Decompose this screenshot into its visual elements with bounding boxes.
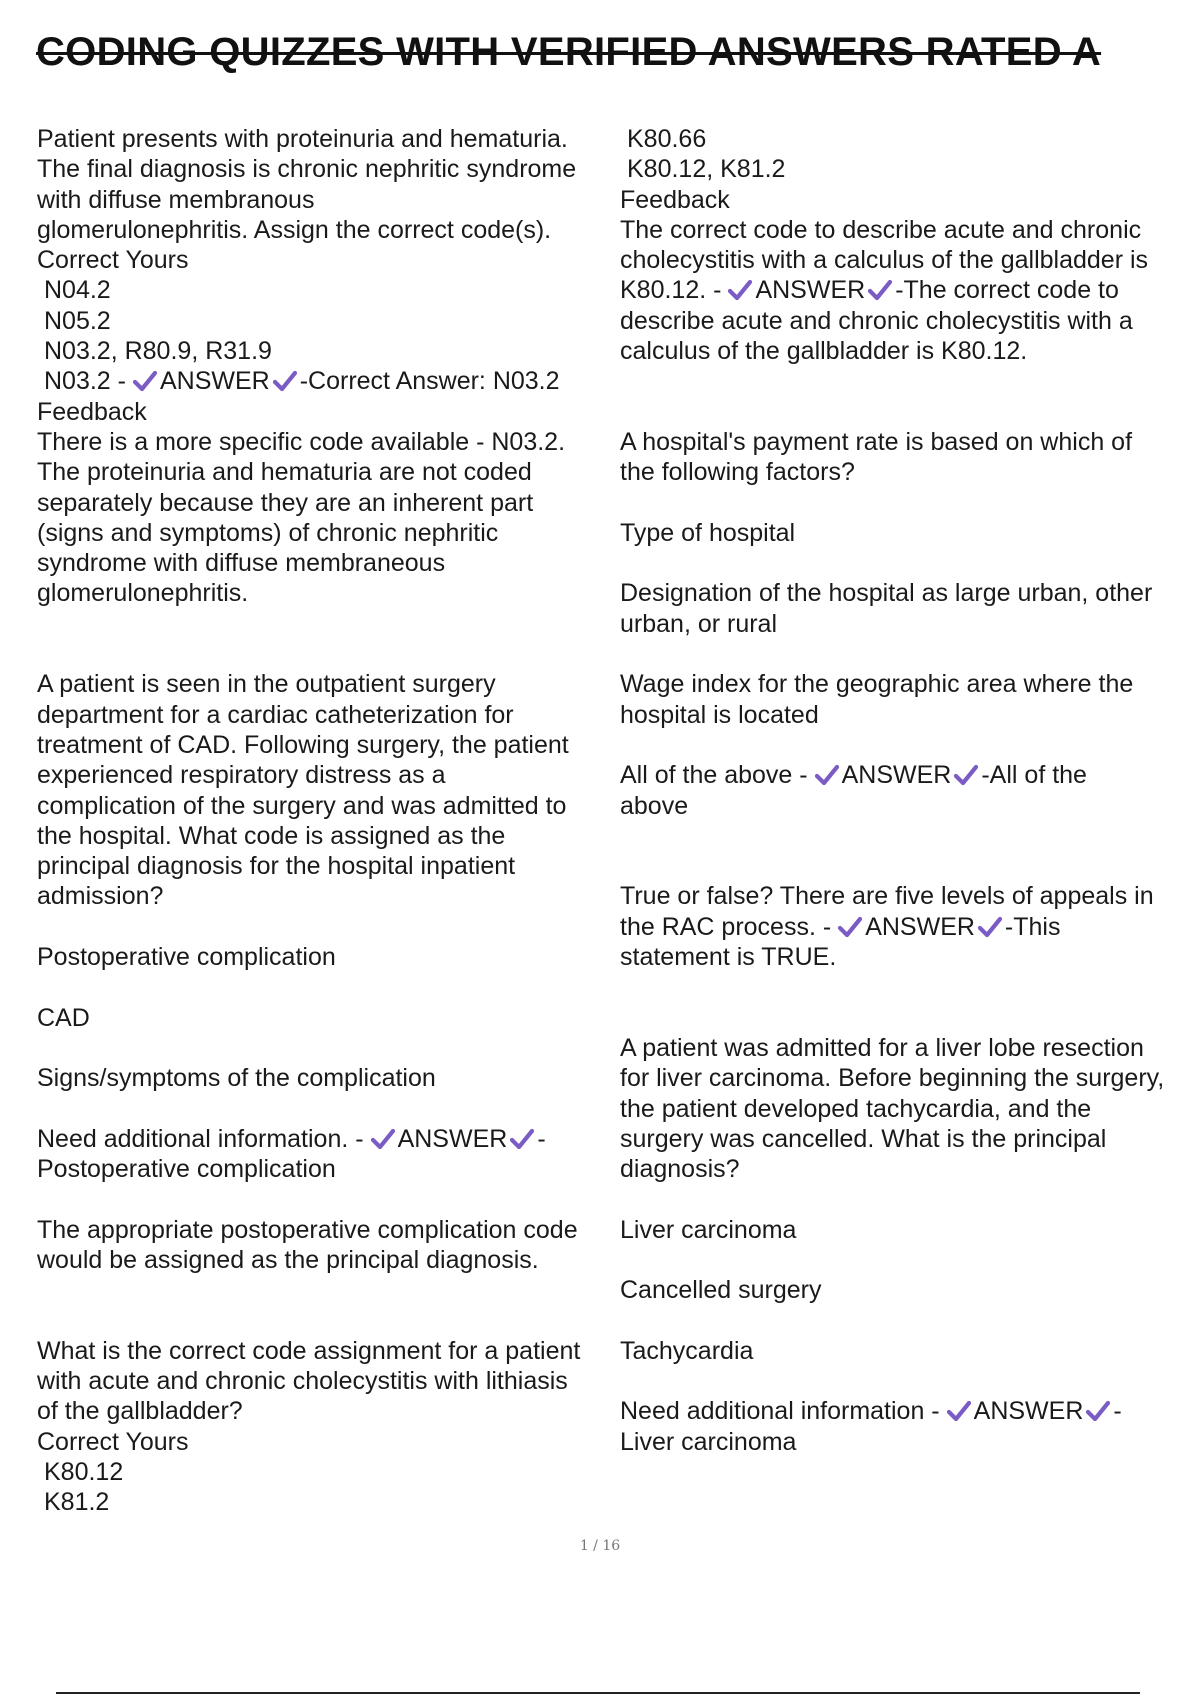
answer-label: ANSWER (397, 1124, 508, 1153)
answer-prefix: Need additional information - (620, 1397, 940, 1426)
check-icon (837, 915, 863, 939)
question-stem-line: the following factors? (620, 458, 855, 487)
spacer (620, 821, 1195, 882)
document-title: CODING QUIZZES WITH VERIFIED ANSWERS RATED A (36, 30, 1102, 74)
answer-option: N05.2 (44, 306, 111, 335)
spacer (37, 912, 637, 942)
answer-option: Postoperative complication (37, 943, 336, 972)
question-stem-line: the hospital. What code is assigned as the (37, 821, 506, 850)
spacer (620, 730, 1195, 760)
question-stem-line: department for a cardiac catheterization for (37, 700, 514, 729)
answer-option: hospital is located (620, 700, 819, 729)
check-icon (509, 1127, 535, 1151)
question-2 (37, 669, 637, 1275)
check-icon (977, 915, 1003, 939)
question-stem-line: admission? (37, 882, 164, 911)
answer-continuation: Liver carcinoma (620, 1427, 797, 1456)
spacer (620, 366, 1195, 427)
check-icon (727, 278, 753, 302)
answer-continuation: statement is TRUE. (620, 943, 837, 972)
question-stem-line: glomerulonephritis. Assign the correct code(s). (37, 215, 552, 244)
question-stem-line: True or false? There are five levels of appeals in (620, 882, 1154, 911)
answer-option: CAD (37, 1003, 90, 1032)
question-stem-line: A patient is seen in the outpatient surgery (37, 670, 496, 699)
page-number: 1 / 16 (579, 1538, 621, 1554)
spacer (37, 609, 637, 670)
question-1 (37, 124, 637, 609)
answer-suffix: - (537, 1124, 546, 1153)
answer-label: ANSWER (973, 1397, 1084, 1426)
check-icon (867, 278, 893, 302)
answer-line (620, 1396, 1195, 1426)
question-stem-line: Patient presents with proteinuria and hematuria. (37, 125, 568, 153)
answer-option: K80.12, K81.2 (627, 155, 786, 184)
question-stem-line: treatment of CAD. Following surgery, the patient (37, 730, 569, 759)
question-stem-line: complication of the surgery and was admitted to (37, 791, 567, 820)
answer-label: ANSWER (159, 367, 270, 396)
question-stem-line: the patient developed tachycardia, and the (620, 1094, 1092, 1123)
feedback-line: cholecystitis with a calculus of the gallbladder is (620, 246, 1149, 275)
question-stem-line: A patient was admitted for a liver lobe resection (620, 1033, 1144, 1062)
answer-option: Type of hospital (620, 518, 796, 547)
answer-line (620, 275, 1195, 305)
spacer (37, 1184, 637, 1214)
answer-option: Cancelled surgery (620, 1276, 822, 1305)
answer-suffix: -This (1004, 912, 1061, 941)
options-header: Correct Yours (37, 1427, 189, 1456)
feedback-label: Feedback (620, 185, 730, 214)
spacer (620, 1184, 1195, 1214)
question-stem-line: A hospital's payment rate is based on which of (620, 427, 1133, 456)
answer-prefix: the RAC process. - (620, 912, 832, 941)
answer-option: K80.12 (44, 1458, 124, 1487)
answer-line (620, 912, 1195, 942)
spacer (620, 488, 1195, 518)
answer-option: Signs/symptoms of the complication (37, 1064, 436, 1093)
feedback-line: glomerulonephritis. (37, 579, 249, 608)
check-icon (953, 763, 979, 787)
spacer (620, 548, 1195, 578)
answer-label: ANSWER (865, 912, 975, 941)
feedback-line: There is a more specific code available - N03.2. (37, 427, 566, 456)
spacer (620, 1306, 1195, 1336)
explanation-line: would be assigned as the principal diagnosis. (37, 1245, 539, 1274)
answer-option: N04.2 (44, 276, 111, 305)
feedback-line: The correct code to describe acute and chronic (620, 215, 1142, 244)
question-stem-line: surgery was cancelled. What is the principal (620, 1124, 1107, 1153)
feedback-line: separately because they are an inherent part (37, 488, 534, 517)
question-stem-line: for liver carcinoma. Before beginning the surgery, (620, 1064, 1165, 1093)
answer-prefix: N03.2 - (44, 367, 126, 396)
answer-option: Liver carcinoma (620, 1215, 797, 1244)
answer-suffix: -The correct code to (895, 276, 1119, 305)
spacer (620, 1366, 1195, 1396)
question-stem-line: with acute and chronic cholecystitis with lithiasis (37, 1367, 568, 1396)
spacer (37, 972, 637, 1002)
answer-option: Tachycardia (620, 1336, 754, 1365)
answer-option: K80.66 (627, 125, 707, 153)
question-5 (620, 881, 1195, 972)
spacer (37, 1275, 637, 1336)
feedback-label: Feedback (37, 397, 147, 426)
question-3-continued (620, 124, 1195, 366)
question-6 (620, 1033, 1195, 1457)
check-icon (1085, 1399, 1111, 1423)
left-column (37, 124, 637, 1518)
answer-option: K81.2 (44, 1488, 110, 1517)
check-icon (370, 1127, 396, 1151)
answer-continuation: above (620, 791, 689, 820)
question-stem-line: experienced respiratory distress as a (37, 761, 446, 790)
question-stem-line: diagnosis? (620, 1155, 740, 1184)
answer-option: N03.2, R80.9, R31.9 (44, 337, 272, 366)
question-stem-line: principal diagnosis for the hospital inpatient (37, 852, 516, 881)
explanation-line: The appropriate postoperative complication code (37, 1215, 578, 1244)
answer-continuation: Postoperative complication (37, 1155, 336, 1184)
answer-line (37, 366, 637, 396)
check-icon (946, 1399, 972, 1423)
answer-continuation: calculus of the gallbladder is K80.12. (620, 337, 1028, 366)
answer-line (37, 1124, 637, 1154)
question-3 (37, 1336, 637, 1518)
answer-suffix: - (1113, 1397, 1122, 1426)
check-icon (132, 369, 158, 393)
question-4 (620, 427, 1195, 821)
check-icon (272, 369, 298, 393)
options-header: Correct Yours (37, 246, 189, 275)
question-stem-line: What is the correct code assignment for a patient (37, 1336, 581, 1365)
answer-prefix: K80.12. - (620, 276, 722, 305)
answer-line (620, 760, 1195, 790)
question-stem-line: of the gallbladder? (37, 1397, 243, 1426)
answer-suffix: -All of the (981, 761, 1087, 790)
footer-rule (56, 1692, 1140, 1694)
spacer (620, 972, 1195, 1033)
feedback-line: syndrome with diffuse membraneous (37, 549, 446, 578)
answer-suffix: -Correct Answer: N03.2 (299, 367, 560, 396)
answer-option: urban, or rural (620, 609, 778, 638)
spacer (37, 1094, 637, 1124)
check-icon (814, 763, 840, 787)
answer-label: ANSWER (755, 276, 866, 305)
question-stem-line: with diffuse membranous (37, 185, 315, 214)
answer-option: Designation of the hospital as large urban, other (620, 579, 1153, 608)
answer-label: ANSWER (841, 761, 952, 790)
answer-continuation: describe acute and chronic cholecystitis with a (620, 306, 1133, 335)
spacer (37, 1033, 637, 1063)
answer-option: Wage index for the geographic area where the (620, 670, 1134, 699)
right-column (620, 124, 1195, 1457)
spacer (620, 1245, 1195, 1275)
feedback-line: The proteinuria and hematuria are not coded (37, 458, 532, 487)
spacer (620, 639, 1195, 669)
feedback-line: (signs and symptoms) of chronic nephritic (37, 518, 499, 547)
answer-prefix: Need additional information. - (37, 1124, 364, 1153)
answer-prefix: All of the above - (620, 761, 808, 790)
question-stem-line: The final diagnosis is chronic nephritic syndrome (37, 155, 577, 184)
